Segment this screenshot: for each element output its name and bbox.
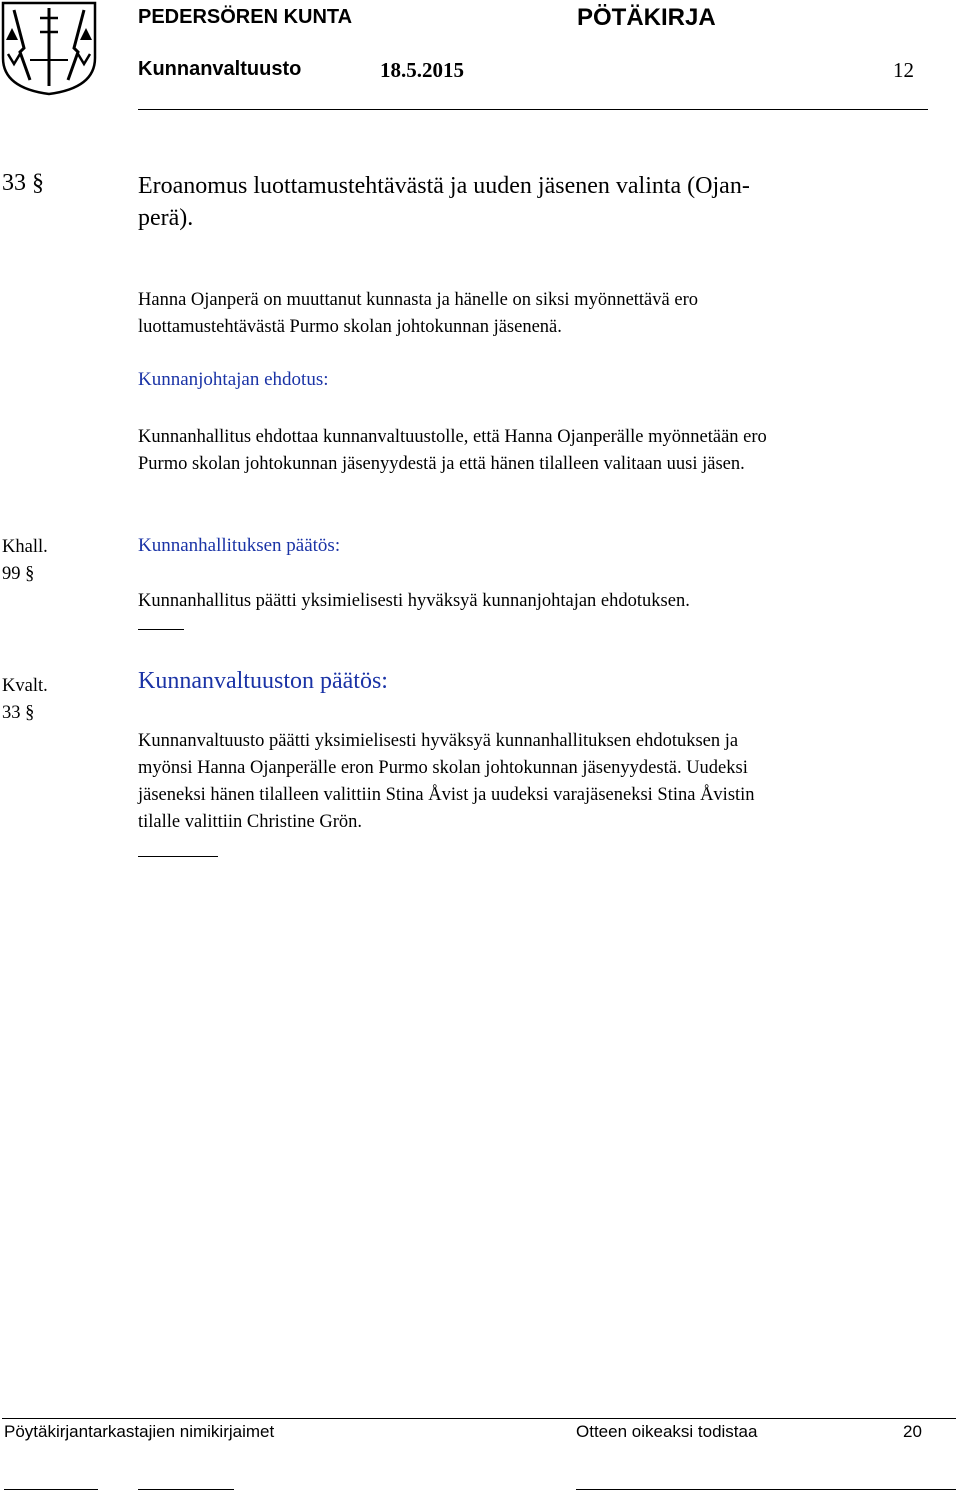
footer-divider <box>2 1418 956 1419</box>
khall-reference: Khall. 99 § <box>2 537 48 584</box>
proposal-text: Kunnanhallitus ehdottaa kunnanvaltuustolle, että Hanna Ojanperälle myönnetään ero Purmo skolan johtokunnan jäsenyydestä ja että hänen tilalleen valitaan uusi jäsen. <box>138 427 767 474</box>
kvalt-divider <box>138 856 218 857</box>
proposal-heading: Kunnanjohtajan ehdotus: <box>138 369 329 390</box>
khall-text: Kunnanhallitus päätti yksimielisesti hyväksyä kunnanjohtajan ehdotuksen. <box>138 591 690 611</box>
coat-of-arms-icon <box>0 0 98 96</box>
kvalt-reference: Kvalt. 33 § <box>2 676 48 723</box>
page-number: 12 <box>893 58 914 82</box>
section-number: 33 § <box>2 170 44 196</box>
paragraph-sign: § <box>32 170 44 196</box>
paragraph-sign: § <box>25 564 35 584</box>
kvalt-text: Kunnanvaltuusto päätti yksimielisesti hyväksyä kunnanhallituksen ehdotuksen ja myönsi Hanna Ojanperälle eron Purmo skolan johtokunnan jäsenyydestä. Uudeksi jäseneksi hänen tilalleen valittiin Stina Åvist ja uudeksi varajäseneksi Stina Åvistin tilalle valittiin Christine Grön. <box>138 731 755 832</box>
document-type: PÖTÄKIRJA <box>577 4 716 31</box>
footer-page-number: 20 <box>903 1422 922 1441</box>
footer-certified-label: Otteen oikeaksi todistaa <box>576 1422 758 1441</box>
kvalt-heading: Kunnanvaltuuston päätös: <box>138 668 388 694</box>
paragraph-sign: § <box>25 703 35 723</box>
certification-line <box>576 1489 956 1490</box>
signature-line-1 <box>4 1489 98 1490</box>
municipality-name: PEDERSÖREN KUNTA <box>138 6 353 28</box>
header-divider <box>138 109 928 110</box>
section-title: Eroanomus luottamustehtävästä ja uuden jäsenen valinta (Ojan- perä). <box>138 173 750 231</box>
khall-heading: Kunnanhallituksen päätös: <box>138 535 341 556</box>
footer-signatures-label: Pöytäkirjantarkastajien nimikirjaimet <box>4 1422 275 1441</box>
khall-divider <box>138 629 184 630</box>
signature-line-2 <box>138 1489 234 1490</box>
body-name: Kunnanvaltuusto <box>138 58 302 80</box>
meeting-date: 18.5.2015 <box>380 58 464 82</box>
intro-paragraph: Hanna Ojanperä on muuttanut kunnasta ja hänelle on siksi myönnettävä ero luottamustehtävästä Purmo skolan johtokunnan jäsenenä. <box>138 290 698 337</box>
